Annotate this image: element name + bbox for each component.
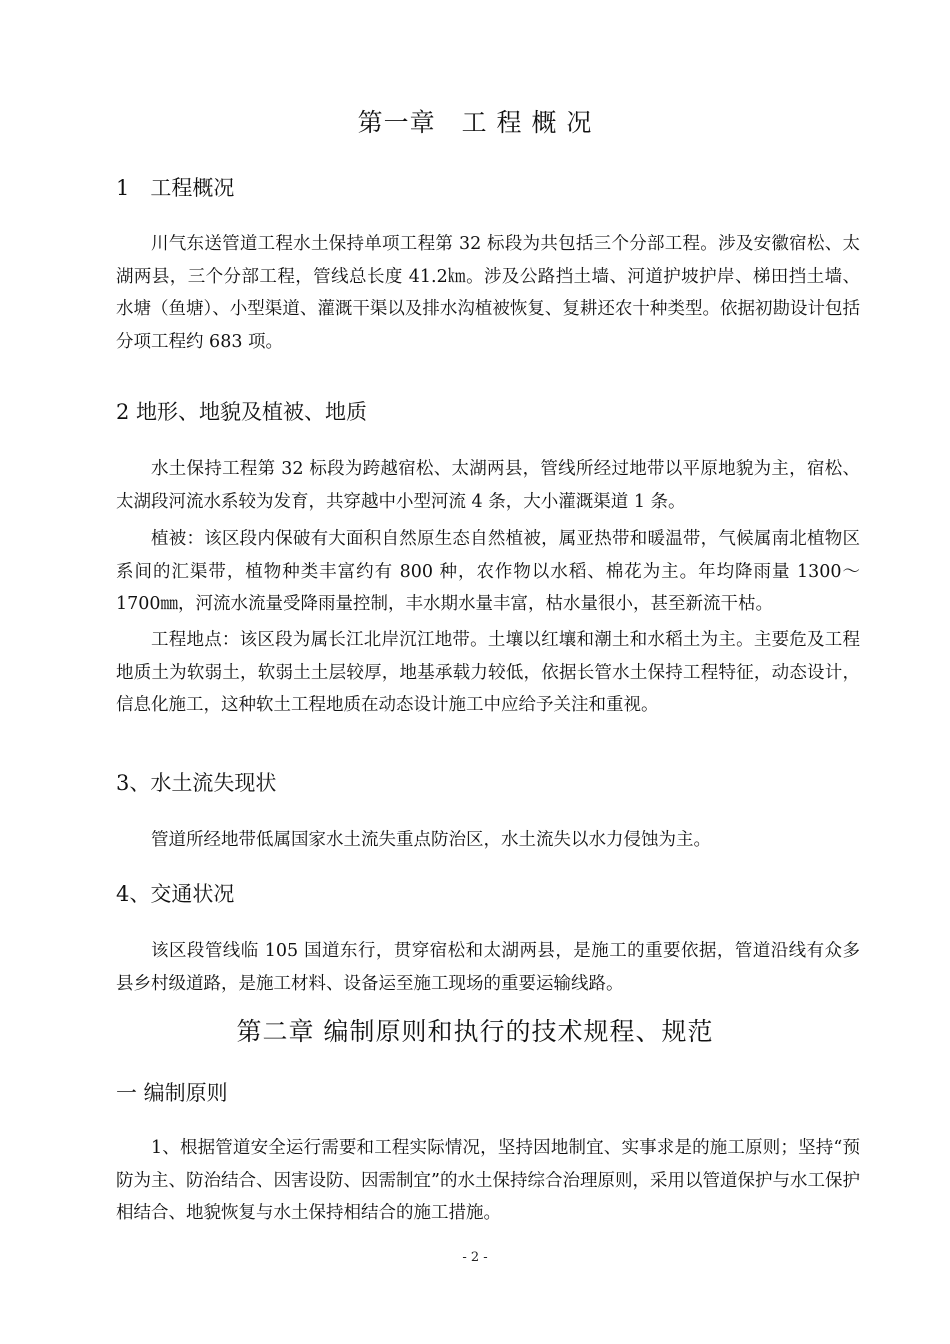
section-3-paragraph: 管道所经地带低属国家水土流失重点防治区，水土流失以水力侵蚀为主。 <box>151 830 711 850</box>
section-3-heading: 3、水土流失现状 <box>116 771 277 795</box>
section-2-paragraph-3: 工程地点：该区段为属长江北岸沉江地带。土壤以红壤和潮土和水稻土为主。主要危及工程地质土为软弱土，软弱土土层较厚，地基承载力较低，依据长管水土保持工程特征，动态设计，信息化施工，这种软土工程地质在动态设计施工中应给予关注和重视。 <box>116 630 860 715</box>
chapter-2-title: 第二章 编制原则和执行的技术规程、规范 <box>236 1017 714 1046</box>
section-4-paragraph: 该区段管线临 105 国道东行，贯穿宿松和太湖两县，是施工的重要依据，管道沿线有众多县乡村级道路，是施工材料、设备运至施工现场的重要运输线路。 <box>116 941 860 994</box>
section-1-paragraph: 川气东送管道工程水土保持单项工程第 32 标段为共包括三个分部工程。涉及安徽宿松、太湖两县，三个分部工程，管线总长度 41.2㎞。涉及公路挡土墙、河道护坡护岸、梯田挡土墙、水塘（鱼塘）、小型渠道、灌溉干渠以及排水沟植被恢复、复耕还农十种类型。依据初勘设计包括分项工程约 683 项。 <box>116 234 860 352</box>
section-2-heading: 2 地形、地貌及植被、地质 <box>116 400 368 424</box>
section-2-paragraph-2: 植被：该区段内保破有大面积自然原生态自然植被，属亚热带和暖温带，气候属南北植物区系间的汇渠带，植物种类丰富约有 800 种，农作物以水稻、棉花为主。年均降雨量 1300～1700㎜，河流水流量受降雨量控制，丰水期水量丰富，枯水量很小，甚至新流干枯。 <box>116 529 860 614</box>
page-number: - 2 - <box>462 1250 488 1265</box>
chapter-2-section-1-paragraph: 1、根据管道安全运行需要和工程实际情况，坚持因地制宜、实事求是的施工原则；坚持“预防为主、防治结合、因害设防、因需制宜”的水土保持综合治理原则，采用以管道保护与水工保护相结合、地貌恢复与水土保持相结合的施工措施。 <box>116 1138 860 1223</box>
section-4-heading: 4、交通状况 <box>116 882 235 906</box>
chapter-2-section-1-heading: 一 编制原则 <box>116 1081 228 1105</box>
section-1-heading: 1 工程概况 <box>116 176 235 200</box>
section-2-paragraph-1: 水土保持工程第 32 标段为跨越宿松、太湖两县，管线所经过地带以平原地貌为主，宿松、太湖段河流水系较为发育，共穿越中小型河流 4 条，大小灌溉渠道 1 条。 <box>116 459 860 512</box>
chapter-1-title: 第一章 工 程 概 况 <box>357 108 593 137</box>
